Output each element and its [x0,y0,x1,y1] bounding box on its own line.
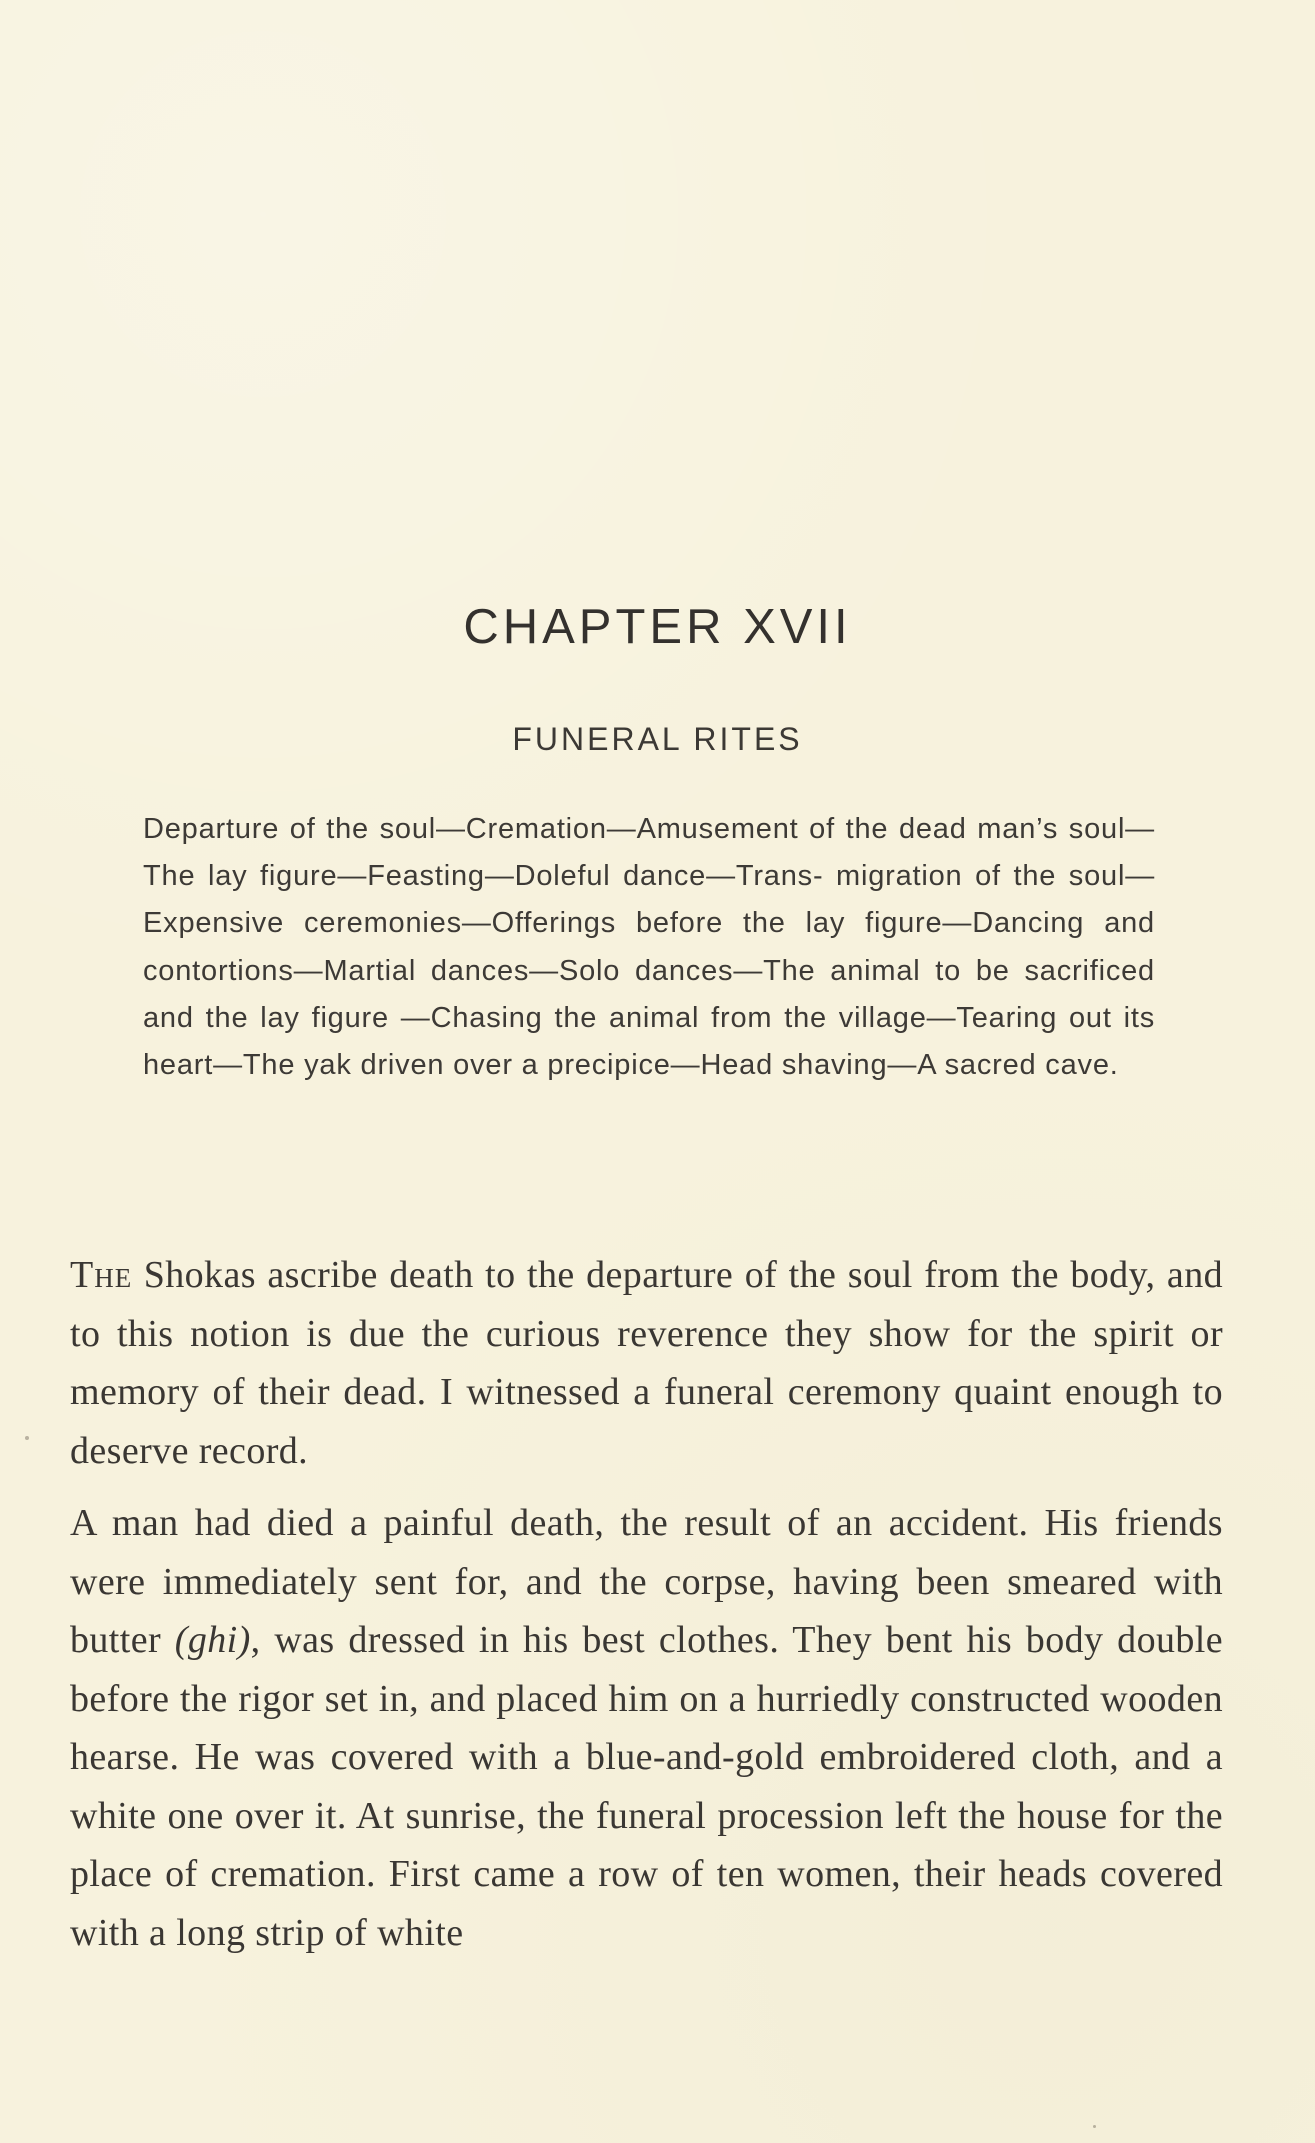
page-smudge [1093,2125,1096,2128]
paragraph-2 [70,1494,1223,1962]
chapter-subtitle: FUNERAL RITES [512,721,803,757]
paragraph-1-text: Shokas ascribe death to the departure of the soul from the body, and to this notion is due the curious reverence they show for the spirit or memory of their dead. I witnessed a funeral ceremony quaint enough to deserve record. [70,1254,1223,1472]
paragraph-2-after-italic: , was dressed in his best clothes. They bent his body double before the rigor set in, and placed him on a hurriedly constructed wooden hearse. He was covered with a blue-and-gold embroidered cloth, and a white one over it. At sunrise, the funeral procession left the house for the place of cremation. First came a row of ten women, their heads covered with a long strip of white [70,1619,1223,1954]
chapter-synopsis: Departure of the soul—Cremation—Amusement of the dead man’s soul—The lay figure—Feasting—Doleful dance—Trans- migration of the soul—Expensive ceremonies—Offerings before the lay figure—Dancing and contortions—Martial dances—Solo dances—The animal to be sacrificed and the lay figure —Chasing the animal from the village—Tearing out its heart—The yak driven over a precipice—Head shaving—A sacred cave. [143,813,1155,1082]
chapter-title: CHAPTER XVII [463,600,852,654]
page-smudge [25,1436,29,1440]
paragraph-1 [70,1246,1223,1480]
paragraph-2-before-italic: A man had died a painful death, the result of an accident. His friends were immediately sent for, and the corpse, having been smeared with butter [70,1502,1223,1661]
paragraph-2-italic: (ghi) [174,1619,251,1661]
paragraph-1-lead: The [70,1254,133,1296]
chapter-body [70,1246,1223,1962]
